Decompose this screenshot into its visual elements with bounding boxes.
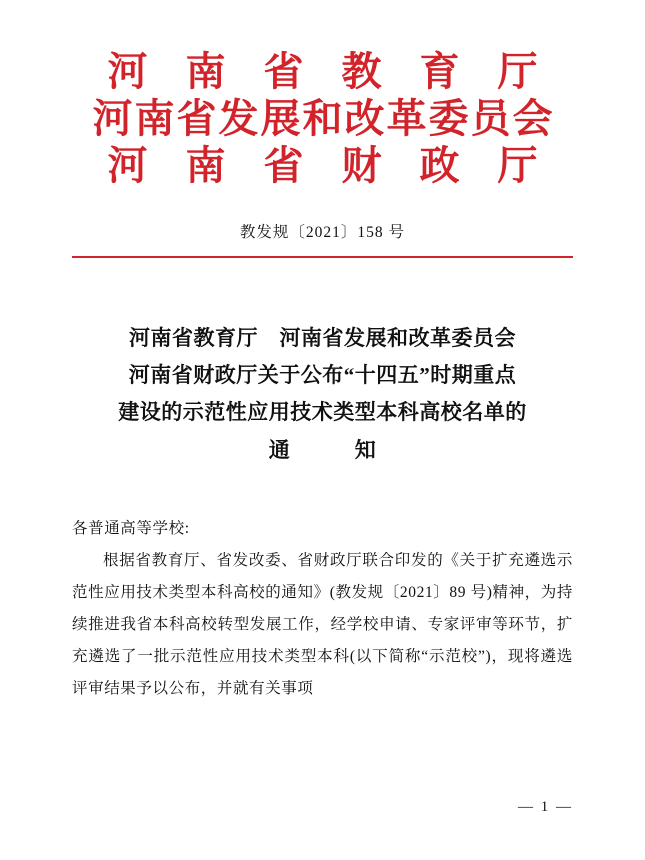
page-number: — 1 — (518, 799, 573, 815)
masthead-line-2: 河南省发展和改革委员会 (92, 96, 555, 142)
salutation: 各普通高等学校: (72, 520, 190, 538)
title-line-2: 河南省财政厅关于公布“十四五”时期重点 (128, 362, 517, 387)
title-line-3: 建设的示范性应用技术类型本科高校名单的 (118, 400, 527, 425)
title-line-4: 通 知 (268, 437, 377, 462)
document-number: 教发规〔2021〕158 号 (239, 223, 406, 241)
red-divider-rule (72, 256, 573, 258)
masthead (72, 0, 573, 190)
title-line-1: 河南省教育厅 河南省发展和改革委员会 (129, 325, 516, 350)
document-body (72, 513, 573, 705)
document-title (72, 320, 573, 470)
paragraph-1: 根据省教育厅、省发改委、省财政厅联合印发的《关于扩充遴选示范性应用技术类型本科高校的通知》(教发规〔2021〕89 号)精神，为持续推进我省本科高校转型发展工作，经学校申请、专家评审等环节，扩充遴选了一批示范性应用技术类型本科(以下简称“示范校”)，现将遴选评审结果予以公布，并就有关事项 (72, 551, 573, 697)
masthead-line-1: 河 南 省 教 育 厅 (107, 49, 552, 94)
masthead-line-3: 河 南 省 财 政 厅 (107, 143, 552, 189)
